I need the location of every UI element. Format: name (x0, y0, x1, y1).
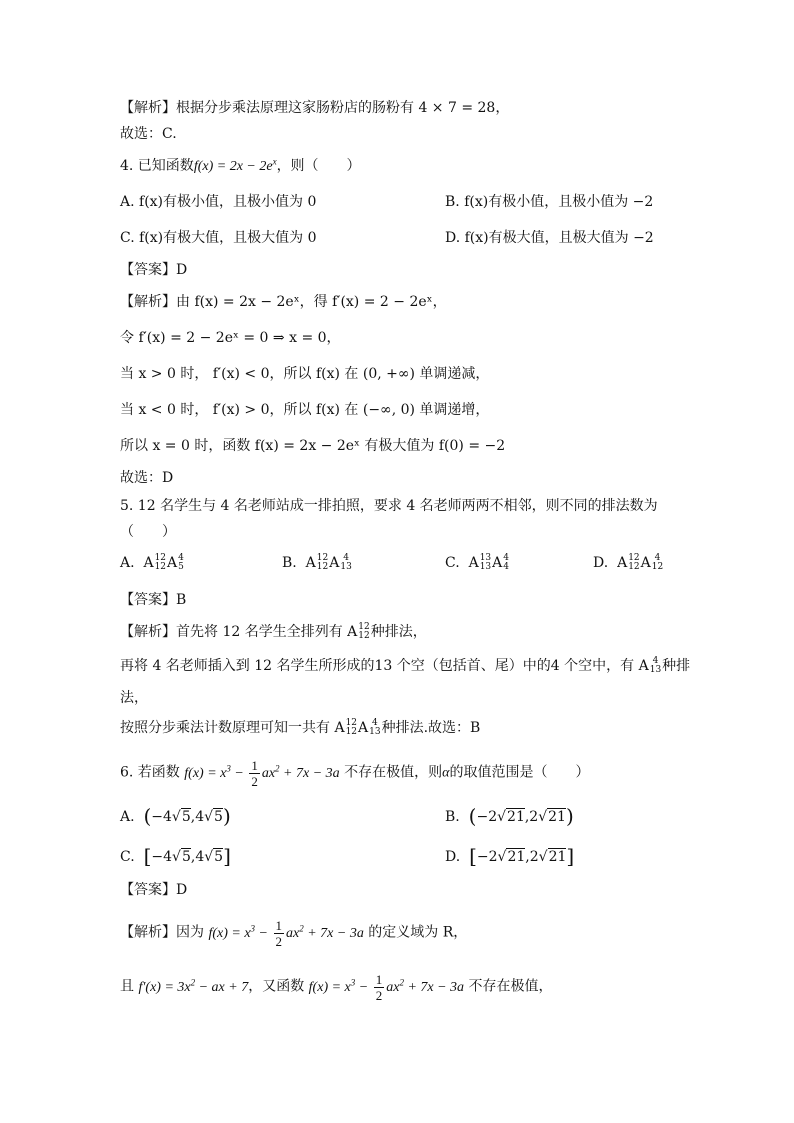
q4-option-c: C. f(x)有极大值，且极大值为 0 (120, 230, 317, 246)
q6-solution-1 (120, 918, 467, 949)
q5-solution-4b: 种排法.故选：B (381, 720, 481, 736)
q6-option-b-label: B. (445, 809, 460, 825)
q5-solution-2a: 再将 4 名老师插入到 12 名学生所形成的13 个空（包括首、尾）中的4 个空中，有 (120, 658, 635, 674)
q4-function: $f(x) = 2x - 2e^x$ (193, 156, 277, 174)
q6-answer: 【答案】D (120, 882, 188, 898)
q4-solution-1: 【解析】由 f(x) = 2x − 2eˣ，得 f′(x) = 2 − 2eˣ， (120, 294, 447, 310)
q3-solution: 【解析】根据分步乘法原理这家肠粉店的肠粉有 4 × 7 = 28， (120, 100, 510, 116)
q6-option-c: C. [−4√5,4√5] (120, 844, 231, 868)
q5-solution-3: 法， (120, 690, 148, 706)
q4-answer: 【答案】D (120, 262, 188, 278)
q5-solution-2: 再将 4 名老师插入到 12 名学生所形成的13 个空（包括首、尾）中的4 个空中，有 A 4 13种排 (120, 656, 691, 675)
q6-solution-1a: 【解析】因为 (120, 924, 204, 941)
q4-head: 4. 已知函数 (120, 158, 194, 174)
q5-solution-1a: 【解析】首先将 12 名学生全排列有 (120, 624, 343, 640)
q4-option-a: A. f(x)有极小值，且极小值为 0 (120, 194, 317, 210)
q6-solution-2b: ，又函数 (248, 978, 305, 995)
q6-option-d: D. [−2√21,2√21] (445, 844, 575, 868)
q6-head: 6. 若函数 (120, 764, 180, 781)
q6-tail: 的取值范围是（ ） (449, 764, 590, 781)
q5-option-b-label: B. (282, 555, 297, 571)
q4-function-text: f(x) = 2x − 2e (193, 159, 273, 174)
q6-option-c-label: C. (120, 849, 135, 865)
q4-tail: ，则（ ） (276, 158, 361, 174)
q6-solution-function-2: $f(x) = x^3$ − $\frac{1}{2}$ $ax^2 + 7x - 3a$ (308, 972, 465, 1003)
q4-option-d: D. f(x)有极大值，且极大值为 −2 (445, 230, 654, 246)
q5-question-line1: 5. 12 名学生与 4 名老师站成一排拍照，要求 4 名老师两两不相邻，则不同的排法数为 (120, 498, 658, 514)
q6-option-d-label: D. (445, 849, 461, 865)
q5-option-a: A. A12 12A4 5 (120, 553, 184, 572)
q6-option-a: A. (−4√5,4√5) (120, 804, 231, 828)
q3-choice: 故选：C. (120, 126, 177, 142)
q4-solution-4: 当 x < 0 时， f′(x) > 0，所以 f(x) 在 (−∞, 0) 单调递增， (120, 402, 490, 418)
q6-mid: 不存在极值，则 (344, 764, 443, 781)
q5-solution-2b: 种排 (662, 658, 691, 674)
q6-derivative: $f'(x) = 3x^2$ − ax + 7 (138, 977, 249, 995)
q6-question: 6. 若函数 $f(x) = x^3$ − $\frac{1}{2}$ $ax^2 + 7x - 3a$ 不存在极值，则α的取值范围是（ ） (120, 758, 590, 789)
q6-function: $f(x) = x^3$ − $\frac{1}{2}$ $ax^2 + 7x - 3a$ (184, 758, 340, 789)
q5-option-c-label: C. (445, 555, 460, 571)
q4-option-b: B. f(x)有极小值，且极小值为 −2 (445, 194, 654, 210)
q5-solution-4: 按照分步乘法计数原理可知一共有 A12 12A 4 13种排法.故选：B (120, 718, 481, 737)
q6-solution-function: $f(x) = x^3$ − $\frac{1}{2}$ $ax^2 + 7x - 3a$ (208, 918, 364, 949)
q5-option-a-label: A. (120, 555, 135, 571)
q6-solution-1b: 的定义域为 R， (368, 924, 468, 941)
q4-solution-2: 令 f′(x) = 2 − 2eˣ = 0 ⇒ x = 0， (120, 330, 341, 346)
q5-option-c: C. A13 13A4 4 (445, 553, 509, 572)
q4-solution-5: 所以 x = 0 时，函数 f(x) = 2x − 2eˣ 有极大值为 f(0) = −2 (120, 438, 506, 454)
q6-option-b: B. (−2√21,2√21) (445, 804, 574, 828)
q6-solution-2 (120, 972, 553, 1003)
q5-answer: 【答案】B (120, 592, 187, 608)
q6-option-a-label: A. (120, 809, 135, 825)
q6-solution-2c: 不存在极值， (468, 978, 553, 995)
q5-solution-4a: 按照分步乘法计数原理可知一共有 (120, 720, 330, 736)
q4-question (120, 156, 361, 177)
q4-solution-3: 当 x > 0 时， f′(x) < 0，所以 f(x) 在 (0, +∞) 单调递减， (120, 366, 490, 382)
q6-solution-2a: 且 (120, 978, 134, 995)
q5-option-d-label: D. (593, 555, 609, 571)
q5-option-b: B. A12 12A 4 13 (282, 553, 352, 572)
q5-question-line2: （ ） (120, 524, 176, 540)
q5-solution-1: 【解析】首先将 12 名学生全排列有 A12 12种排法， (120, 622, 427, 641)
q5-option-d: D. A12 12A 4 12 (593, 553, 664, 572)
q5-solution-1b: 种排法， (370, 624, 427, 640)
q4-choice: 故选：D (120, 470, 174, 486)
